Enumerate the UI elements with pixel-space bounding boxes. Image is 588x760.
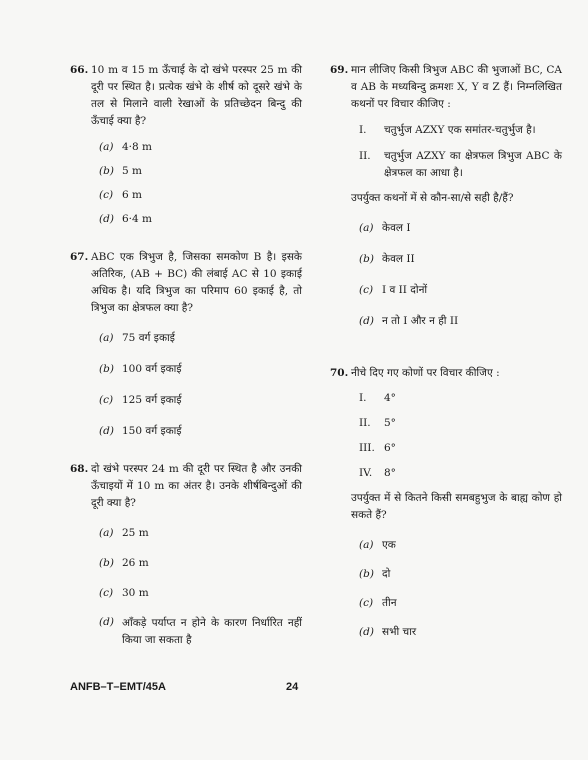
question-text: नीचे दिए गए कोणों पर विचार कीजिए : (351, 367, 500, 379)
option-68c: (c) 30 m (99, 587, 149, 599)
question-70 (330, 365, 562, 382)
question-number: 70. (330, 367, 349, 379)
option-68d: (d) आँकड़े पर्याप्त न होने के कारण निर्धारित नहीं किया जा सकता है (99, 616, 302, 646)
option-70a: (a) एक (359, 539, 396, 551)
statement-70-i: I. 4° (359, 392, 396, 404)
option-69d: (d) न तो I और न ही II (359, 315, 459, 327)
statement-69-i: I. चतुर्भुज AZXY एक समांतर-चतुर्भुज है। (359, 124, 536, 136)
option-66d: (d) 6·4 m (99, 213, 152, 225)
question-text: दो खंभे परस्पर 24 m की दूरी पर स्थित है और उनकी ऊँचाइयों में 10 m का अंतर है। उनके शीर्षबिन्दुओं की दूरी क्या है? (91, 463, 302, 509)
option-70c: (c) तीन (359, 597, 397, 609)
question-68 (70, 461, 302, 512)
question-text: मान लीजिए किसी त्रिभुज ABC की भुजाओं BC, CA व AB के मध्यबिन्दु क्रमशः X, Y व Z हैं। निम्नलिखित कथनों पर विचार कीजिए : (351, 64, 562, 110)
footer-booklet-code: ANFB–T–EMT/45A (70, 681, 166, 693)
question-number: 69. (330, 64, 349, 76)
question-69-prompt: उपर्युक्त कथनों में से कौन-सा/से सही है/हैं? (351, 192, 514, 204)
left-column (70, 62, 302, 649)
question-number: 68. (70, 463, 89, 475)
statement-69-ii: II. चतुर्भुज AZXY का क्षेत्रफल त्रिभुज ABC के क्षेत्रफल का आधा है। (359, 150, 562, 179)
option-69c: (c) I व II दोनों (359, 284, 428, 296)
option-66a: (a) 4·8 m (99, 141, 152, 153)
question-70-prompt: उपर्युक्त में से कितने किसी समबहुभुज के बाह्य कोण हो सकते हैं? (351, 492, 562, 521)
option-67c: (c) 125 वर्ग इकाई (99, 394, 182, 406)
right-column (330, 62, 562, 640)
question-67 (70, 249, 302, 317)
option-67b: (b) 100 वर्ग इकाई (99, 363, 182, 375)
option-70b: (b) दो (359, 568, 391, 580)
option-68a: (a) 25 m (99, 527, 149, 539)
question-text: 10 m व 15 m ऊँचाई के दो खंभे परस्पर 25 m की दूरी पर स्थित है। प्रत्येक खंभे के शीर्ष को दूसरे खंभे के तल से मिलाने वाली रेखाओं के प्रतिच्छेदन बिन्दु की ऊँचाई क्या है? (91, 64, 302, 127)
question-69 (330, 62, 562, 113)
question-text: ABC एक त्रिभुज है, जिसका समकोण B है। इसके अतिरिक, (AB + BC) की लंबाई AC से 10 इकाई अधिक है। यदि त्रिभुज का परिमाप 60 इकाई है, तो त्रिभुज का क्षेत्रफल क्या है? (91, 251, 302, 314)
option-66c: (c) 6 m (99, 189, 142, 201)
option-69b: (b) केवल II (359, 253, 415, 265)
statement-70-ii: II. 5° (359, 417, 396, 429)
question-66 (70, 62, 302, 130)
option-66b: (b) 5 m (99, 165, 142, 177)
footer-page-number: 24 (286, 681, 299, 693)
option-68b: (b) 26 m (99, 557, 149, 569)
statement-70-iii: III. 6° (359, 442, 396, 454)
question-number: 67. (70, 251, 89, 263)
option-67a: (a) 75 वर्ग इकाई (99, 332, 175, 344)
statement-70-iv: IV. 8° (359, 467, 396, 479)
option-69a: (a) केवल I (359, 222, 411, 234)
option-67d: (d) 150 वर्ग इकाई (99, 425, 182, 437)
question-number: 66. (70, 64, 89, 76)
option-70d: (d) सभी चार (359, 626, 417, 638)
